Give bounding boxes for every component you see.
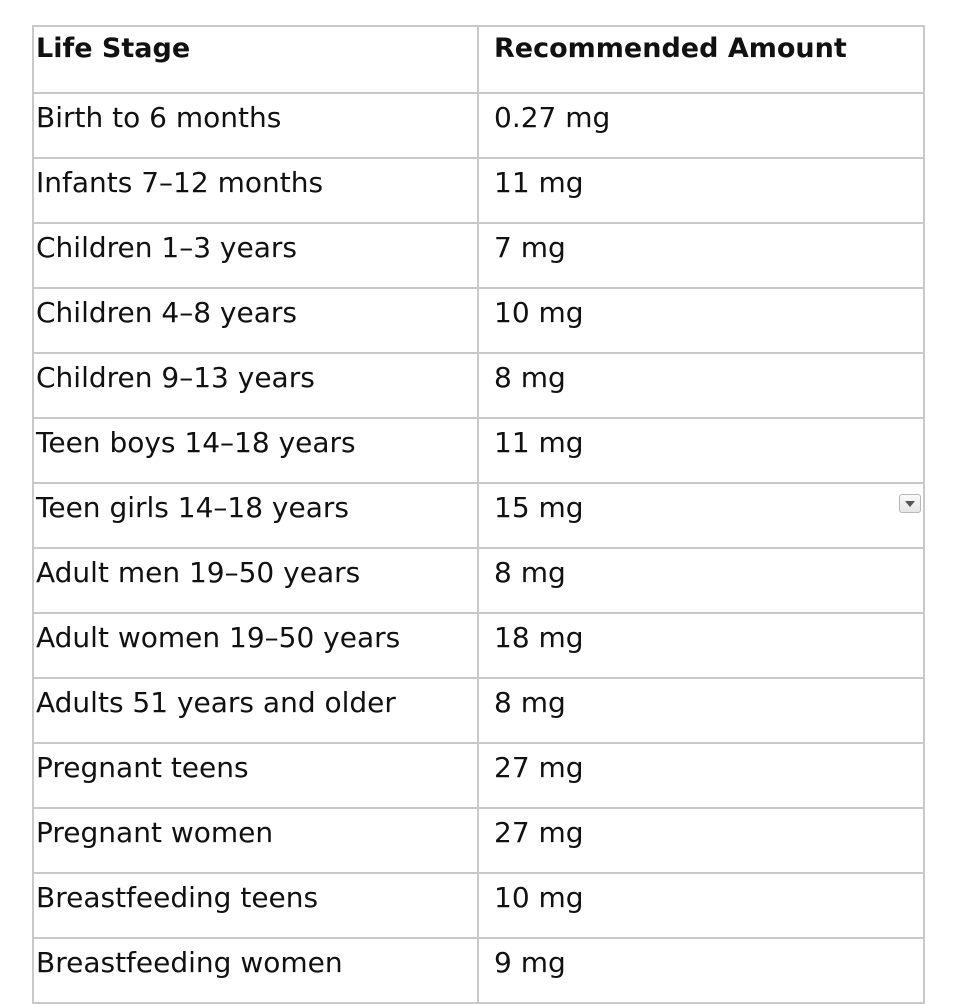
amount-cell: 0.27 mg <box>478 93 924 158</box>
life-stage-cell: Adults 51 years and older <box>33 678 478 743</box>
amount-cell: 27 mg <box>478 808 924 873</box>
amount-cell: 8 mg <box>478 678 924 743</box>
amount-cell: 11 mg <box>478 158 924 223</box>
life-stage-cell: Breastfeeding teens <box>33 873 478 938</box>
life-stage-cell: Teen boys 14–18 years <box>33 418 478 483</box>
table-row <box>33 678 924 743</box>
table-row <box>33 808 924 873</box>
iron-intake-table-container <box>32 25 925 1004</box>
life-stage-cell: Teen girls 14–18 years <box>33 483 478 548</box>
amount-cell: 8 mg <box>478 353 924 418</box>
table-row <box>33 938 924 1003</box>
table-row <box>33 418 924 483</box>
table-row <box>33 353 924 418</box>
table-header-row <box>33 26 924 93</box>
life-stage-cell: Adult women 19–50 years <box>33 613 478 678</box>
life-stage-cell: Pregnant women <box>33 808 478 873</box>
table-row <box>33 873 924 938</box>
header-recommended-amount: Recommended Amount <box>478 26 924 93</box>
life-stage-cell: Birth to 6 months <box>33 93 478 158</box>
iron-intake-table <box>32 25 925 1004</box>
amount-cell: 9 mg <box>478 938 924 1003</box>
amount-cell: 10 mg <box>478 873 924 938</box>
table-row <box>33 743 924 808</box>
life-stage-cell: Children 1–3 years <box>33 223 478 288</box>
table-row <box>33 288 924 353</box>
table-row <box>33 483 924 548</box>
life-stage-cell: Pregnant teens <box>33 743 478 808</box>
life-stage-cell: Adult men 19–50 years <box>33 548 478 613</box>
header-life-stage: Life Stage <box>33 26 478 93</box>
amount-cell: 7 mg <box>478 223 924 288</box>
table-row <box>33 158 924 223</box>
life-stage-cell: Infants 7–12 months <box>33 158 478 223</box>
amount-cell: 11 mg <box>478 418 924 483</box>
table-row <box>33 613 924 678</box>
table-row <box>33 223 924 288</box>
table-row <box>33 93 924 158</box>
chevron-down-icon[interactable] <box>899 494 921 513</box>
amount-cell: 8 mg <box>478 548 924 613</box>
amount-value: 15 mg <box>494 491 584 524</box>
life-stage-cell: Children 9–13 years <box>33 353 478 418</box>
amount-cell-with-dropdown <box>478 483 924 548</box>
life-stage-cell: Breastfeeding women <box>33 938 478 1003</box>
table-row <box>33 548 924 613</box>
amount-cell: 27 mg <box>478 743 924 808</box>
life-stage-cell: Children 4–8 years <box>33 288 478 353</box>
amount-cell: 18 mg <box>478 613 924 678</box>
amount-cell: 10 mg <box>478 288 924 353</box>
